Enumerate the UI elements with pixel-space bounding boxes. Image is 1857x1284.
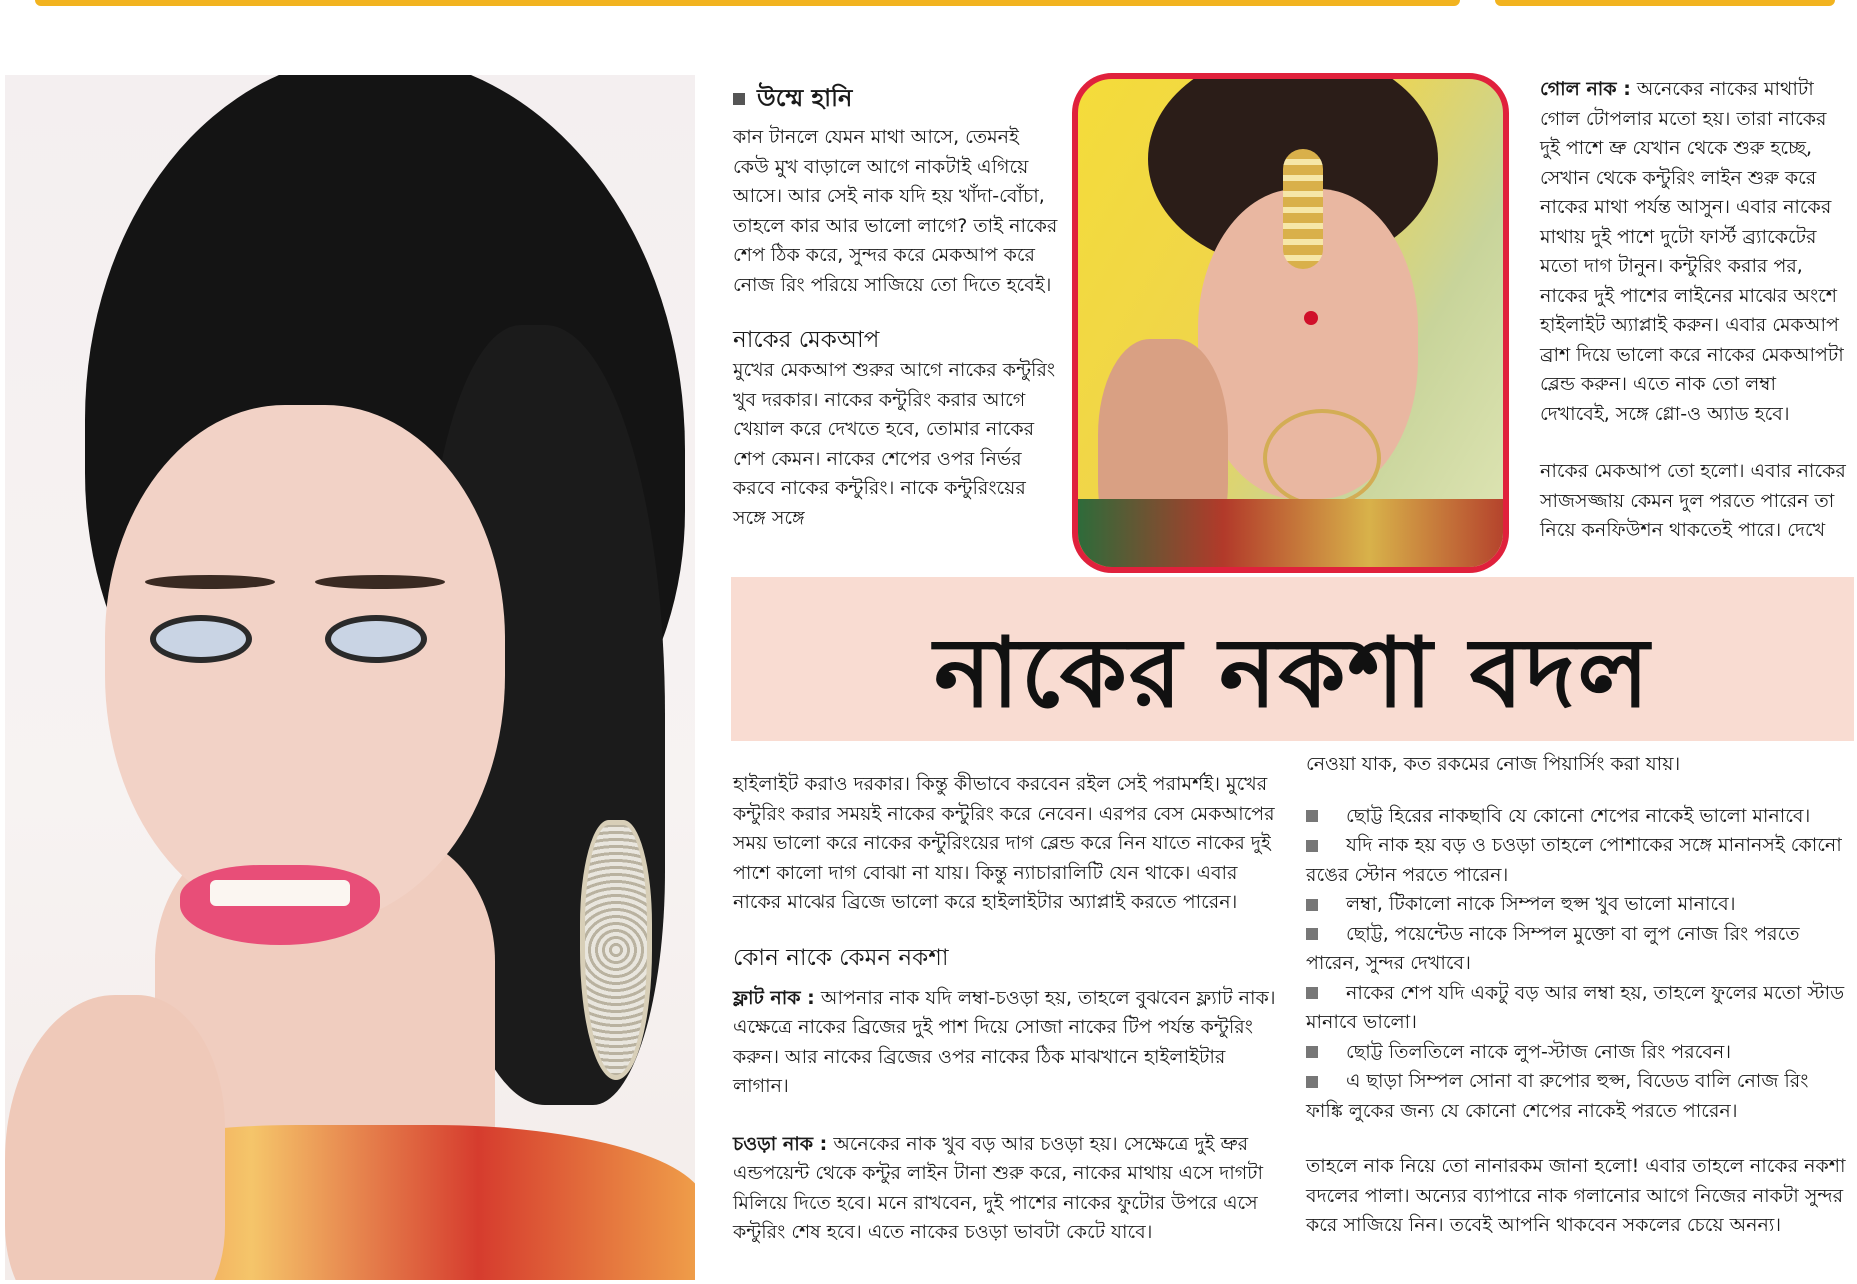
- bridal-bindi: [1304, 311, 1318, 325]
- round-nose-label: গোল নাক :: [1540, 78, 1631, 100]
- bridal-photo: [1072, 73, 1509, 573]
- byline-text: উম্মে হানি: [757, 84, 853, 112]
- transition-paragraph: নাকের মেকআপ তো হলো। এবার নাকের সাজসজ্জায় কেমন দুল পরতে পারেন তা নিয়ে কনফিউশন থাকতেই পারে। দেখে: [1540, 460, 1846, 541]
- bullet-square-icon: [1306, 987, 1318, 999]
- makeup-heading: নাকের মেকআপ: [733, 327, 880, 353]
- bridal-nose-ring: [1263, 409, 1381, 507]
- headline-band: [731, 577, 1854, 741]
- bullet-square-icon: [1306, 899, 1318, 911]
- list-item: যদি নাক হয় বড় ও চওড়া তাহলে পোশাকের সঙ্গে মানানসই কোনো রঙের স্টোন পরতে পারেন।: [1306, 834, 1842, 886]
- bullet-square-icon: [1306, 928, 1318, 940]
- column-nose-piercing: [1306, 750, 1846, 1241]
- bullet-square-icon: [1306, 1076, 1318, 1088]
- round-nose-paragraph: [1540, 75, 1848, 429]
- byline: [733, 80, 852, 120]
- list-item: ছোট্ট, পয়েন্টেড নাকে সিম্পল মুক্তো বা লুপ নোজ রিং পরতে পারেন, সুন্দর দেখাবে।: [1306, 922, 1800, 974]
- list-item: নাকের শেপ যদি একটু বড় আর লম্বা হয়, তাহলে ফুলের মতো স্টাড মানাবে ভালো।: [1306, 981, 1845, 1033]
- bullet-square-icon: [1306, 840, 1318, 852]
- portrait-smile: [210, 880, 350, 906]
- portrait-right-brow: [315, 575, 445, 589]
- wide-nose-label: চওড়া নাক :: [733, 1132, 828, 1155]
- bullet-square-icon: [1306, 1046, 1318, 1058]
- column-nose-designs: [733, 770, 1283, 1248]
- list-item: লম্বা, টিকালো নাকে সিম্পল হুপ্স খুব ভালো মানাবে।: [1306, 890, 1846, 920]
- piercing-list: [1306, 802, 1846, 1127]
- highlight-paragraph: হাইলাইট করাও দরকার। কিন্তু কীভাবে করবেন রইল সেই পরামর্শই। মুখের কন্টুরিং করার সময়ই নাকের কন্টুরিং করে নেবেন। এরপর বেস মেকআপের সময় ভালো করে নাকের কন্টুরিংয়ের দাগ ব্লেন্ড করে নিন যাতে নাকের দুই পাশে কালো দাগ বোঝা না যায়। কিন্তু ন্যাচারালিটি যেন থাকে। এবার নাকের মাঝের ব্রিজে ভালো করে হাইলাইটার অ্যাপ্লাই করতে পারেন।: [733, 773, 1275, 913]
- list-item: এ ছাড়া সিম্পল সোনা বা রুপোর হুপ্স, বিডেড বালি নোজ রিং ফাঙ্কি লুকের জন্য যে কোনো শেপের নাকেই পরতে পারেন।: [1306, 1070, 1809, 1122]
- flat-nose-label: ফ্লাট নাক :: [733, 986, 815, 1009]
- headline-title: নাকের নকশা বদল: [933, 616, 1652, 729]
- portrait-left-eye: [150, 615, 252, 663]
- list-item: ছোট্ট তিলতিলে নাকে লুপ-স্টাজ নোজ রিং পরবেন।: [1306, 1038, 1846, 1068]
- portrait-photo: [5, 75, 695, 1280]
- bridal-maang-tikka: [1283, 149, 1323, 269]
- top-accent-bar: [35, 0, 1460, 6]
- flat-nose-text: আপনার নাক যদি লম্বা-চওড়া হয়, তাহলে বুঝবেন ফ্ল্যাট নাক। এক্ষেত্রে নাকের ব্রিজের দুই পাশ দিয়ে সোজা নাকের টিপ পর্যন্ত কন্টুরিং করুন। আর নাকের ব্রিজের ওপর নাকের ঠিক মাঝখানে হাইলাইটার লাগান।: [733, 986, 1276, 1097]
- column-intro: [733, 123, 1058, 533]
- intro-paragraph: কান টানলে যেমন মাথা আসে, তেমনই কেউ মুখ বাড়ালে আগে নাকটাই এগিয়ে আসে। আর সেই নাক যদি হয় খাঁদা-বোঁচা, তাহলে কার আর ভালো লাগে? তাই নাকের শেপ ঠিক করে, সুন্দর করে মেকআপ করে নোজ রিং পরিয়ে সাজিয়ে তো দিতে হবেই।: [733, 126, 1058, 296]
- portrait-hand: [5, 995, 225, 1280]
- round-nose-text: অনেকের নাকের মাথাটা গোল টোপলার মতো হয়। তারা নাকের দুই পাশে ভ্রু যেখান থেকে শুরু হচ্ছে, সেখান থেকে কন্টুরিং লাইন শুরু করে নাকের মাথা পর্যন্ত আসুন। এবার নাকের মাথায় দুই পাশে দুটো ফার্স্ট ব্র্যাকেটের মতো দাগ টানুন। কন্টুরিং করার পর, নাকের দুই পাশের লাইনের মাঝের অংশে হাইলাইট অ্যাপ্লাই করুন। এবার মেকআপ ব্রাশ দিয়ে ভালো করে নাকের মেকআপটা ব্লেন্ড করুন। এতে নাক তো লম্বা দেখাবেই, সঙ্গে গ্লো-ও অ্যাড হবে।: [1540, 78, 1844, 425]
- bullet-square-icon: [1306, 810, 1318, 822]
- bridal-dress: [1078, 499, 1509, 573]
- list-item: ছোট্ট হিরের নাকছাবি যে কোনো শেপের নাকেই ভালো মানাবে।: [1306, 802, 1846, 832]
- flat-nose-paragraph: [733, 984, 1283, 1102]
- portrait-face: [105, 405, 505, 925]
- wide-nose-text: অনেকের নাক খুব বড় আর চওড়া হয়। সেক্ষেত্রে দুই ভ্রুর এন্ডপয়েন্ট থেকে কন্টুর লাইন টানা শুরু করে, নাকের মাথায় এসে দাগটা মিলিয়ে দিতে হবে। মনে রাখবেন, দুই পাশের নাকের ফুটোর উপরে এসে কন্টুরিং শেষ হবে। এতে নাকের চওড়া ভাবটা কেটে যাবে।: [733, 1132, 1264, 1243]
- portrait-right-eye: [325, 615, 427, 663]
- piercing-lead: নেওয়া যাক, কত রকমের নোজ পিয়ার্সিং করা যায়।: [1306, 753, 1681, 775]
- design-heading: কোন নাকে কেমন নকশা: [733, 944, 949, 971]
- portrait-earring: [580, 820, 652, 1080]
- column-round-nose: [1540, 75, 1848, 546]
- wide-nose-paragraph: [733, 1130, 1283, 1248]
- makeup-paragraph: মুখের মেকআপ শুরুর আগে নাকের কন্টুরিং খুব দরকার। নাকের কন্টুরিং করার আগে খেয়াল করে দেখতে হবে, তোমার নাকের শেপ কেমন। নাকের শেপের ওপর নির্ভর করবে নাকের কন্টুরিং। নাকে কন্টুরিংয়ের সঙ্গে সঙ্গে: [733, 359, 1056, 529]
- byline-square-icon: [733, 93, 745, 105]
- portrait-left-brow: [145, 575, 275, 589]
- top-accent-bar-right: [1495, 0, 1835, 6]
- closing-paragraph: তাহলে নাক নিয়ে তো নানারকম জানা হলো! এবার তাহলে নাকের নকশা বদলের পালা। অন্যের ব্যাপারে নাক গলানোর আগে নিজের নাকটা সুন্দর করে সাজিয়ে নিন। তবেই আপনি থাকবেন সকলের চেয়ে অনন্য।: [1306, 1155, 1846, 1236]
